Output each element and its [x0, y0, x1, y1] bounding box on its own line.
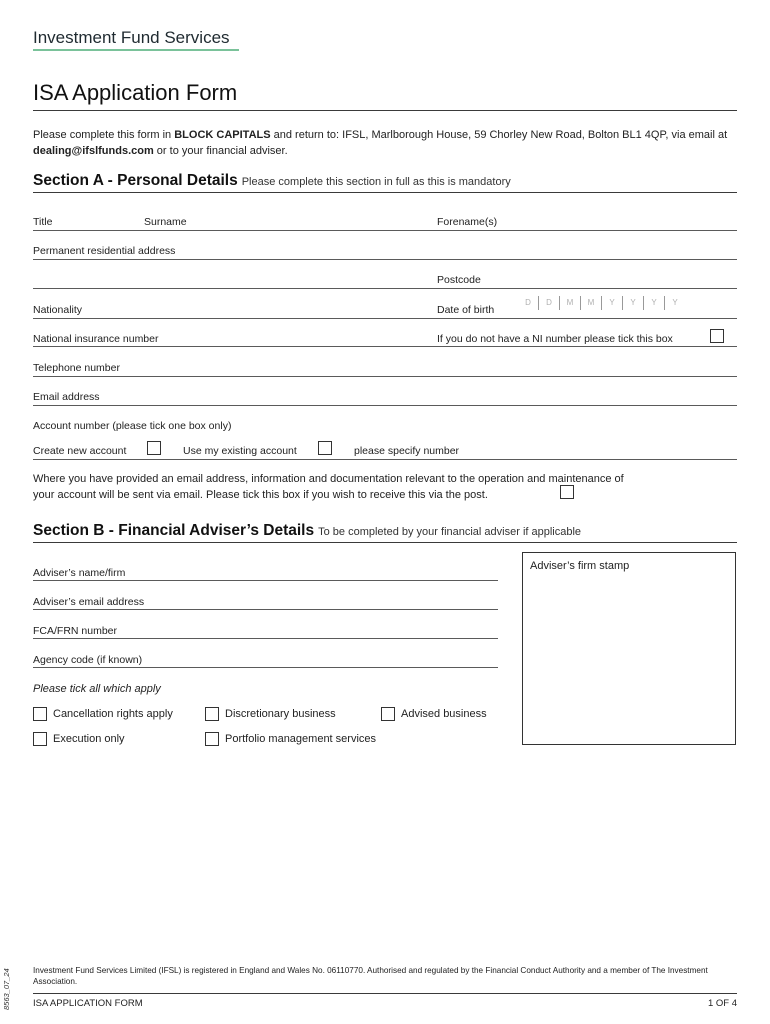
- execution-checkbox[interactable]: [33, 732, 47, 746]
- post-note-line-1: Where you have provided an email address, information and documentation relevant to the operation and maintenance of: [33, 473, 624, 485]
- page-title: ISA Application Form: [33, 80, 238, 105]
- account-field-line[interactable]: [33, 459, 737, 460]
- ni-field-line[interactable]: [33, 346, 737, 347]
- discretionary-label: Discretionary business: [225, 708, 336, 720]
- cancellation-checkbox[interactable]: [33, 707, 47, 721]
- brand-underline: [33, 49, 239, 51]
- fca-label: FCA/FRN number: [33, 625, 118, 637]
- cancellation-label: Cancellation rights apply: [53, 708, 173, 720]
- create-account-checkbox[interactable]: [147, 441, 161, 455]
- section-b-title: Section B - Financial Adviser’s Details: [33, 522, 315, 539]
- execution-label: Execution only: [53, 733, 125, 745]
- no-ni-label: If you do not have a NI number please tick this box: [437, 333, 673, 345]
- tick-all-instruction: Please tick all which apply: [33, 683, 161, 695]
- dob-cell-month-2[interactable]: M: [580, 296, 601, 310]
- dob-cell-day-2[interactable]: D: [538, 296, 559, 310]
- section-b-header: [33, 522, 581, 540]
- section-a-header: [33, 172, 511, 190]
- fca-field-line[interactable]: [33, 638, 498, 639]
- existing-account-label: Use my existing account: [183, 445, 297, 457]
- adviser-name-field-line[interactable]: [33, 580, 498, 581]
- postcode-label: Postcode: [437, 274, 481, 286]
- address-label: Permanent residential address: [33, 245, 176, 257]
- title-divider: [33, 110, 737, 111]
- ni-label: National insurance number: [33, 333, 159, 345]
- name-field-line[interactable]: [33, 230, 737, 231]
- no-ni-checkbox[interactable]: [710, 329, 724, 343]
- adviser-email-field-line[interactable]: [33, 609, 498, 610]
- advised-label: Advised business: [401, 708, 487, 720]
- agency-code-field-line[interactable]: [33, 667, 498, 668]
- discretionary-checkbox[interactable]: [205, 707, 219, 721]
- portfolio-checkbox[interactable]: [205, 732, 219, 746]
- create-account-label: Create new account: [33, 445, 127, 457]
- nationality-field-line[interactable]: [33, 318, 737, 319]
- adviser-stamp-box[interactable]: [522, 552, 736, 745]
- intro-email: dealing@ifslfunds.com: [33, 145, 154, 157]
- dob-cell-year-2[interactable]: Y: [622, 296, 643, 310]
- advised-checkbox[interactable]: [381, 707, 395, 721]
- adviser-email-label: Adviser’s email address: [33, 596, 145, 608]
- footer-divider: [33, 993, 737, 994]
- dob-cells[interactable]: [518, 296, 685, 310]
- section-b-divider: [33, 542, 737, 543]
- intro-text-3: or to your financial adviser.: [153, 145, 288, 157]
- intro-block-capitals: BLOCK CAPITALS: [174, 129, 271, 141]
- post-note-line-2: your account will be sent via email. Please tick this box if you wish to receive this via the post.: [33, 489, 488, 501]
- dob-cell-month-1[interactable]: M: [559, 296, 580, 310]
- telephone-label: Telephone number: [33, 362, 120, 374]
- forenames-label: Forename(s): [437, 216, 498, 228]
- footer-form-name: ISA APPLICATION FORM: [33, 998, 143, 1009]
- telephone-field-line[interactable]: [33, 376, 737, 377]
- address-field-line-1[interactable]: [33, 259, 737, 260]
- existing-account-checkbox[interactable]: [318, 441, 332, 455]
- post-checkbox[interactable]: [560, 485, 574, 499]
- section-b-subtitle: To be completed by your financial adviser if applicable: [318, 526, 582, 538]
- address-field-line-2[interactable]: [33, 288, 737, 289]
- specify-number-label: please specify number: [354, 445, 460, 457]
- email-label: Email address: [33, 391, 100, 403]
- title-label: Title: [33, 216, 53, 228]
- footer-page-number: 1 OF 4: [707, 998, 737, 1009]
- intro-text-1: Please complete this form in: [33, 129, 175, 141]
- section-a-subtitle: Please complete this section in full as this is mandatory: [241, 176, 511, 188]
- form-code: 8563_07_24: [2, 968, 11, 1010]
- dob-label: Date of birth: [437, 304, 495, 316]
- email-field-line[interactable]: [33, 405, 737, 406]
- dob-cell-year-1[interactable]: Y: [601, 296, 622, 310]
- nationality-label: Nationality: [33, 304, 83, 316]
- footer-legal-text: Investment Fund Services Limited (IFSL) is registered in England and Wales No. 06110770. Authorised and regulated by the Financial Conduct Authority and a member of The Investment Association.: [33, 966, 708, 986]
- dob-cell-year-4[interactable]: Y: [664, 296, 685, 310]
- dob-cell-year-3[interactable]: Y: [643, 296, 664, 310]
- portfolio-label: Portfolio management services: [225, 733, 377, 745]
- adviser-name-label: Adviser’s name/firm: [33, 567, 126, 579]
- section-a-divider: [33, 192, 737, 193]
- adviser-stamp-label: Adviser’s firm stamp: [530, 560, 630, 572]
- intro-paragraph: [33, 127, 738, 159]
- dob-cell-day-1[interactable]: D: [525, 298, 531, 307]
- surname-label: Surname: [144, 216, 187, 228]
- brand-name: Investment Fund Services: [33, 28, 230, 47]
- intro-text-2: and return to: IFSL, Marlborough House, 59 Chorley New Road, Bolton BL1 4QP, via email at: [270, 129, 728, 141]
- account-label: Account number (please tick one box only): [33, 420, 232, 432]
- section-a-title: Section A - Personal Details: [33, 172, 238, 189]
- agency-code-label: Agency code (if known): [33, 654, 143, 666]
